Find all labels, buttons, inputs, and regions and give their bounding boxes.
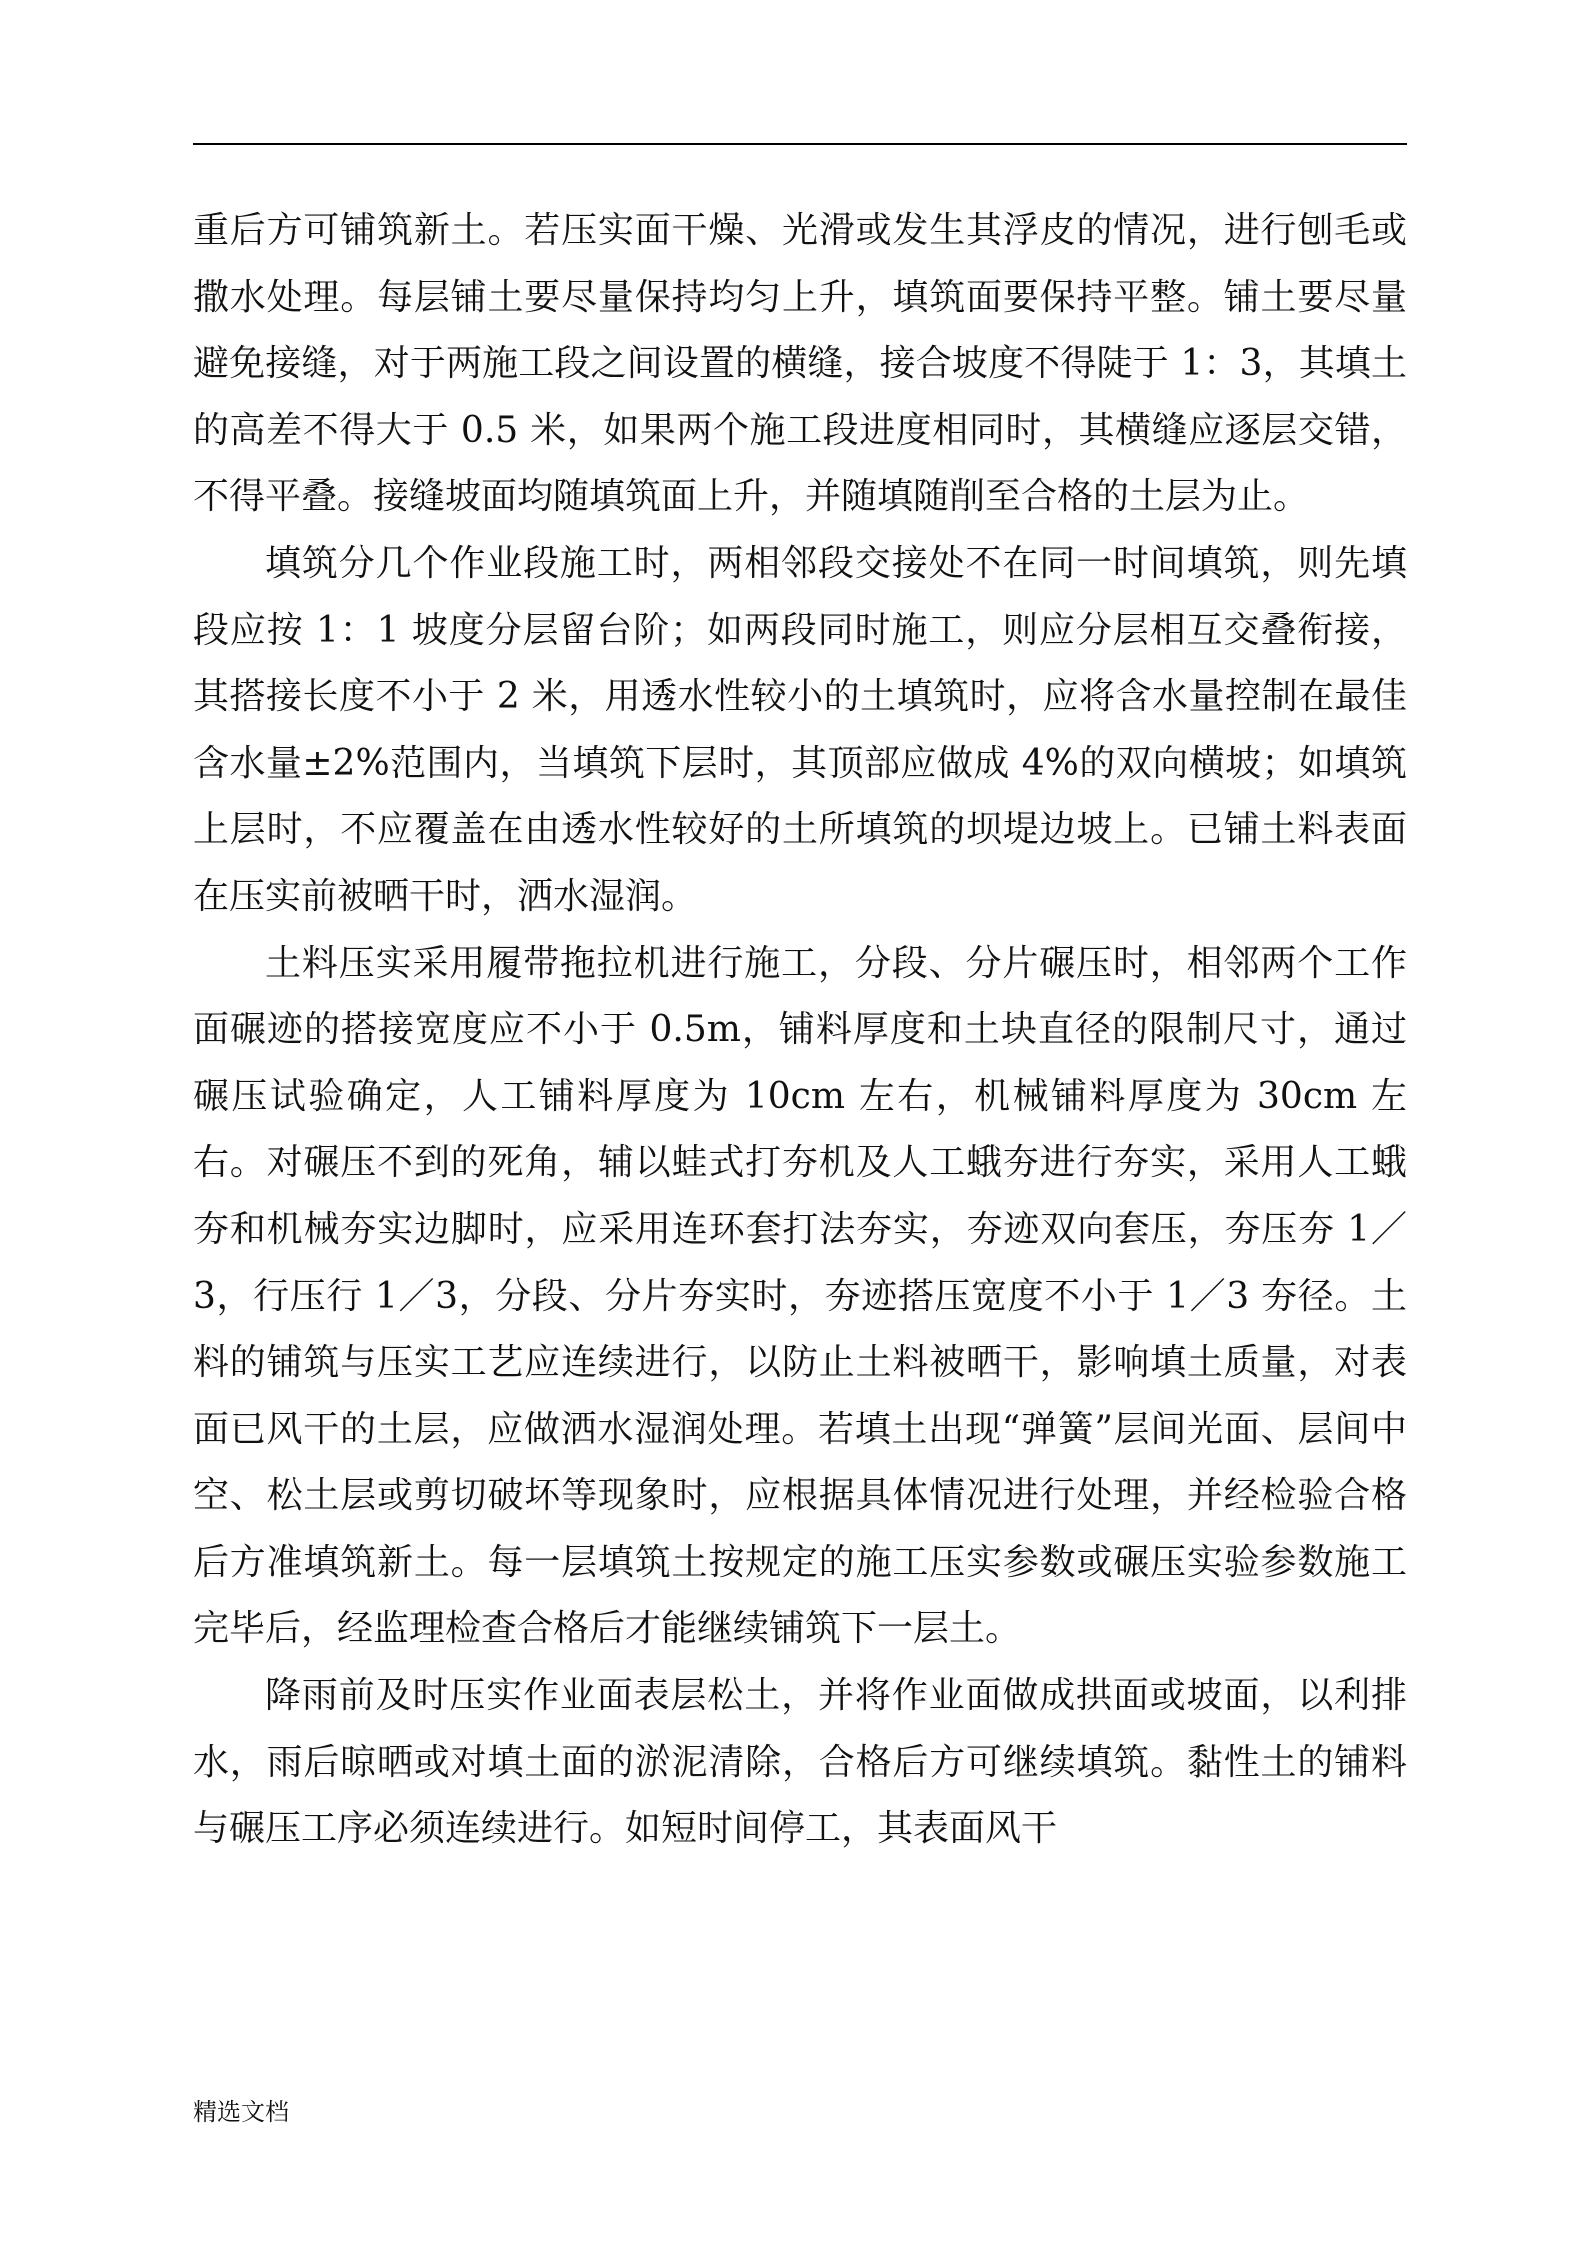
paragraph-4: 降雨前及时压实作业面表层松土，并将作业面做成拱面或坡面，以利排水，雨后晾晒或对填土面的淤泥清除，合格后方可继续填筑。黏性土的铺料与碾压工序必须连续进行。如短时间停工，其表面风干 <box>193 1675 1407 1850</box>
document-body <box>193 198 1407 1863</box>
paragraph-1: 重后方可铺筑新土。若压实面干燥、光滑或发生其浮皮的情况，进行刨毛或撒水处理。每层铺土要尽量保持均匀上升，填筑面要保持平整。铺土要尽量避免接缝，对于两施工段之间设置的横缝，接合坡度不得陡于 1：3，其填土的高差不得大于 0.5 米，如果两个施工段进度相同时，其横缝应逐层交错，不得平叠。接缝坡面均随填筑面上升，并随填随削至合格的土层为止。 <box>193 210 1407 518</box>
paragraph-2: 填筑分几个作业段施工时，两相邻段交接处不在同一时间填筑，则先填段应按 1：1 坡度分层留台阶；如两段同时施工，则应分层相互交叠衔接，其搭接长度不小于 2 米，用透水性较小的土填筑时，应将含水量控制在最佳含水量±2%范围内，当填筑下层时，其顶部应做成 4%的双向横坡；如填筑上层时，不应覆盖在由透水性较好的土所填筑的坝堤边坡上。已铺土料表面在压实前被晒干时，洒水湿润。 <box>193 542 1407 917</box>
footer-label: 精选文档 <box>193 2098 289 2126</box>
paragraph-3: 土料压实采用履带拖拉机进行施工，分段、分片碾压时，相邻两个工作面碾迹的搭接宽度应不小于 0.5m，铺料厚度和土块直径的限制尺寸，通过碾压试验确定，人工铺料厚度为 10cm 左右，机械铺料厚度为 30cm 左右。对碾压不到的死角，辅以蛙式打夯机及人工蛾夯进行夯实，采用人工蛾夯和机械夯实边脚时，应采用连环套打法夯实，夯迹双向套压，夯压夯 1／3，行压行 1／3，分段、分片夯实时，夯迹搭压宽度不小于 1／3 夯径。土料的铺筑与压实工艺应连续进行，以防止土料被晒干，影响填土质量，对表面已风干的土层，应做洒水湿润处理。若填土出现“弹簧”层间光面、层间中空、松土层或剪切破坏等现象时，应根据具体情况进行处理，并经检验合格后方准填筑新土。每一层填筑土按规定的施工压实参数或碾压实验参数施工完毕后，经监理检查合格后才能继续铺筑下一层土。 <box>193 942 1407 1650</box>
header-rule <box>193 143 1407 145</box>
